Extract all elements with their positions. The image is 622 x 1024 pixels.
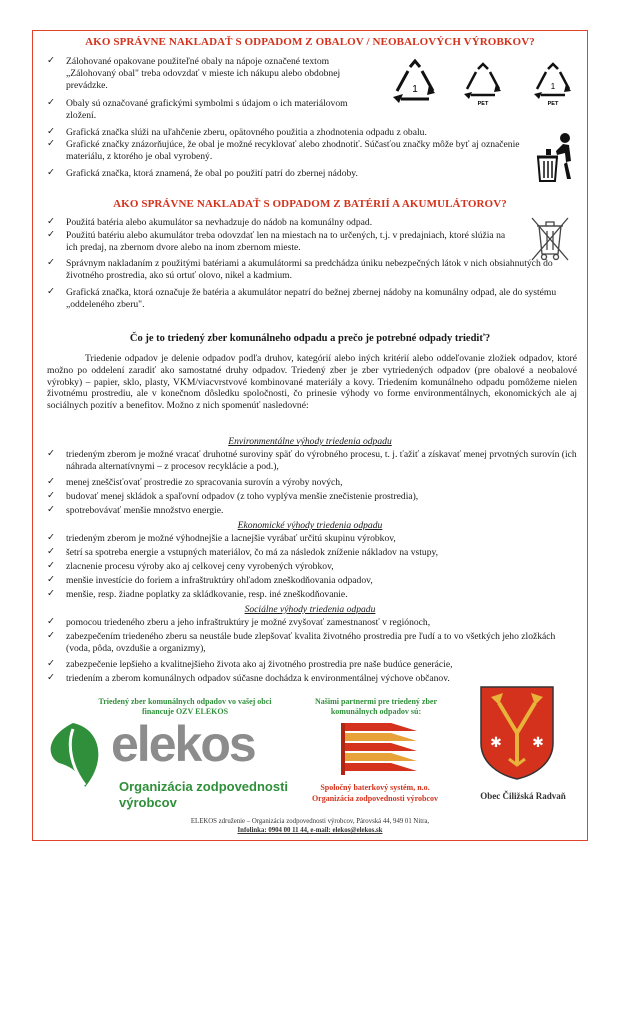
list-item: ✓ zlacnenie procesu výroby ako aj celkovej ceny vyrobených výrobkov,	[47, 561, 334, 572]
list-item: ✓ spotrebovávať menšie množstvo energie.	[47, 505, 224, 516]
checkmark-icon: ✓	[47, 230, 55, 240]
list-item: ✓ Použitú batériu alebo akumulátor treba odovzdať len na miestach na to určených, t.j. v predajniach, ktoré slúžia na ich predaj, na zbernom dvore alebo na inom zbernom mieste.	[47, 230, 506, 253]
list-item: ✓ menšie, resp. žiadne poplatky za skládkovanie, resp. iné zneškodňovanie.	[47, 589, 348, 600]
list-item: ✓ Grafická značka slúži na uľahčenie zberu, opätovného použitia a zhodnotenia odpadu z obalu.	[47, 127, 427, 138]
checkmark-icon: ✓	[47, 56, 55, 66]
checkmark-icon: ✓	[47, 561, 55, 571]
list-item: ✓ Použitá batéria alebo akumulátor sa nevhadzuje do nádob na komunálny odpad.	[47, 217, 373, 228]
list-item: ✓ budovať menej skládok a spaľovní odpadov (z toho vyplýva menšie znečistenie prostredia),	[47, 491, 419, 502]
list-item: ✓ Grafická značka, ktorá znamená, že obal po použití patrí do zbernej nádoby.	[47, 168, 358, 179]
logo-subtitle-line2: výrobcov	[119, 795, 177, 810]
checkmark-icon: ✓	[47, 287, 55, 297]
svg-text:✱: ✱	[532, 735, 544, 751]
env-benefits-title: Environmentálne výhody triedenia odpadu	[228, 436, 392, 447]
svg-text:PET: PET	[477, 101, 489, 107]
svg-text:✱: ✱	[490, 735, 502, 751]
municipality-name: Obec Čiližská Radvaň	[480, 791, 566, 801]
list-item: ✓ menšie investície do foriem a infraštruktúry ohľadom zneškodňovania odpadov,	[47, 575, 373, 586]
list-item: ✓ menej zneščisťovať prostredie zo spracovania surovín a výroby nových,	[47, 477, 343, 488]
list-item: ✓ Zálohované opakovane použiteľné obaly na nápoje označené textom „Zálohovaný obal" treba odovzdať v mieste ich nákupu alebo obdobnej prevádzke.	[47, 56, 341, 91]
intro-paragraph: Triedenie odpadov je delenie odpadov podľa druhov, kategórií alebo iných kritérií alebo oddeľovanie zložiek odpadov, ktoré možno po oddelení zaradiť ako samostatné druhy odpadov. Triedený zber je zber vytriedených odpadov (pre obalové a neobalové výrobky) – papier, sklo, plasty, VKM/viacvrstvové kombinované materiály a kovy. Triedením komunálneho odpadu pomôžeme nielen životnému prostrediu, ale v konečnom dôsledku spoločnosti, čo prinesie výhody vo forme environmentálnych, ekonomických ale aj sociálnych pozitív a benefitov. Možno z nich spomenúť nasledovné:	[47, 353, 577, 412]
checkmark-icon: ✓	[47, 631, 55, 641]
checkmark-icon: ✓	[47, 477, 55, 487]
checkmark-icon: ✓	[47, 659, 55, 669]
list-item: ✓ zabezpečenie lepšieho a kvalitnejšieho života ako aj životného prostredia pre naše budúce generácie,	[47, 659, 453, 670]
section2-title: AKO SPRÁVNE NAKLADAŤ S ODPADOM Z BATÉRIÍ A AKUMULÁTOROV?	[113, 198, 507, 210]
footer-address: ELEKOS združenie – Organizácia zodpovednosti výrobcov, Párovská 44, 949 01 Nitra,	[190, 818, 430, 825]
checkmark-icon: ✓	[47, 168, 55, 178]
recycle-triangle-icon	[531, 61, 575, 109]
checkmark-icon: ✓	[47, 98, 55, 108]
crossed-out-wheelie-bin-icon	[529, 214, 571, 262]
checkmark-icon: ✓	[47, 533, 55, 543]
list-item: ✓ Grafické značky znázorňujúce, že obal je možné recyklovať alebo zhodnotiť. Súčasťou značky môže byť aj označenie materiálu, z ktorého je obal vyrobený.	[47, 139, 520, 162]
list-item: ✓ pomocou triedeného zberu a jeho infraštruktúry je možné zvyšovať zamestnanosť v regiónoch,	[47, 617, 431, 628]
eco-benefits-title: Ekonomické výhody triedenia odpadu	[237, 520, 383, 531]
checkmark-icon: ✓	[47, 139, 55, 149]
checkmark-icon: ✓	[47, 491, 55, 501]
coat-of-arms-icon	[479, 683, 555, 781]
person-bin-icon	[535, 131, 577, 183]
svg-text:PET: PET	[547, 101, 559, 107]
list-item: ✓ triedeným zberom je možné výhodnejšie a lacnejšie vyrábať určitú skupinu výrobkov,	[47, 533, 396, 544]
list-item: ✓ zabezpečením triedeného zberu sa neustále bude zlepšovať kvalita životného prostredia pre ľudí a to vo všetkých jeho zložkách (voda, pôda, ovzdušie a organizmy),	[47, 631, 556, 654]
partner-name-1: Spoločný baterkový systém, n.o.	[320, 783, 430, 792]
list-item: ✓ Správnym nakladaním z použitými batériami a akumulátormi sa predchádza úniku nebezpečných látok v nich obsiahnutých do životného prostredia, ako sú ortuť olovo, nikel a kadmium.	[47, 258, 553, 281]
section3-question: Čo je to triedený zber komunálneho odpadu a prečo je potrebné odpady triediť?	[129, 333, 491, 344]
checkmark-icon: ✓	[47, 617, 55, 627]
elekos-leaf-logo-icon	[39, 721, 109, 791]
checkmark-icon: ✓	[47, 127, 55, 137]
footer-contact: Infolinka: 0904 00 11 44, e-mail: elekos@elekos.sk	[237, 827, 383, 834]
partners-title: Našimi partnermi pre triedený zber komunálnych odpadov sú:	[314, 697, 438, 716]
svg-text:1: 1	[412, 84, 418, 95]
section1-title: AKO SPRÁVNE NAKLADAŤ S ODPADOM Z OBALOV / NEOBALOVÝCH VÝROBKOV?	[85, 36, 535, 48]
checkmark-icon: ✓	[47, 258, 55, 268]
checkmark-icon: ✓	[47, 673, 55, 683]
checkmark-icon: ✓	[47, 217, 55, 227]
checkmark-icon: ✓	[47, 589, 55, 599]
list-item: ✓ triedeným zberom je možné vracať druhotné suroviny späť do výrobného procesu, t. j. ťažiť a získavať menej prvotných surovín (ich náhrada alternatívnymi – z procesov recyklácie a pod.),	[47, 449, 577, 472]
recycle-triangle-icon	[461, 61, 505, 109]
checkmark-icon: ✓	[47, 547, 55, 557]
svg-text:1: 1	[550, 82, 556, 91]
partner-name-2: Organizácia zodpovednosti výrobcov	[311, 794, 439, 803]
checkmark-icon: ✓	[47, 575, 55, 585]
elekos-logo-wordmark: elekos	[111, 716, 255, 772]
battery-system-flag-logo-icon	[341, 721, 419, 777]
list-item: ✓ Grafická značka, ktorá označuje že batéria a akumulátor nepatrí do bežnej zbernej nádoby na komunálny odpad, ale do systému „oddeleného zberu".	[47, 287, 557, 310]
list-item: ✓ šetrí sa spotreba energie a vstupných materiálov, čo má za následok zníženie nákladov na vstupy,	[47, 547, 439, 558]
checkmark-icon: ✓	[47, 449, 55, 459]
list-item: ✓ triedením a zberom komunálnych odpadov súčasne dochádza k environmentálnej výchove občanov.	[47, 673, 450, 684]
soc-benefits-title: Sociálne výhody triedenia odpadu	[244, 604, 376, 615]
financing-note: Triedený zber komunálnych odpadov vo vašej obci financuje OZV ELEKOS	[98, 697, 272, 716]
checkmark-icon: ✓	[47, 505, 55, 515]
list-item: ✓ Obaly sú označované grafickými symbolmi s údajom o ich materiálovom zložení.	[47, 98, 348, 121]
logo-subtitle-line1: Organizácia zodpovednosti	[119, 779, 289, 794]
document-frame	[32, 30, 588, 841]
recycle-triangle-icon	[389, 59, 441, 107]
